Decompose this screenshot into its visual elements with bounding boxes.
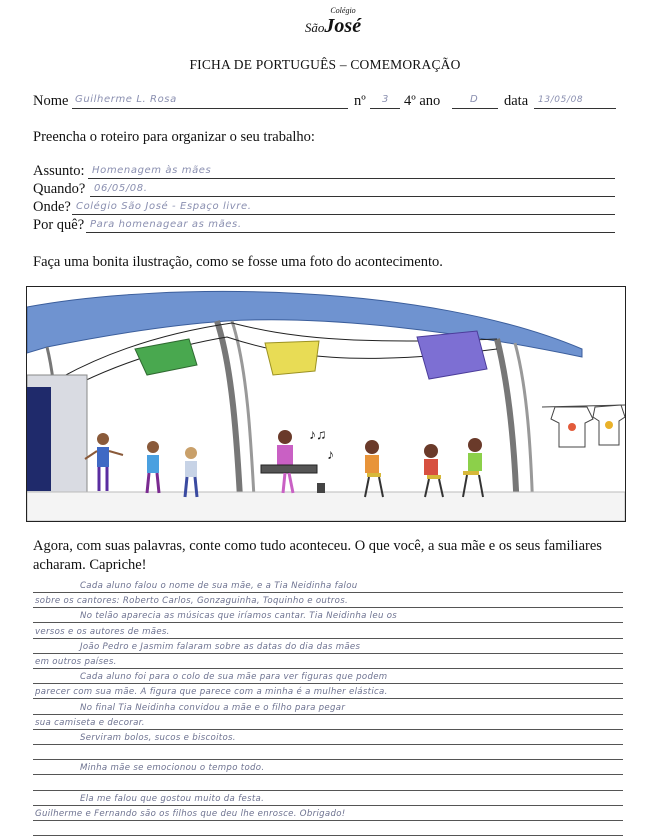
- onde-value: Colégio São José - Espaço livre.: [76, 201, 252, 212]
- writing-line: [33, 668, 623, 669]
- assunto-value: Homenagem às mães: [92, 165, 212, 176]
- writing-line: [33, 790, 623, 791]
- onde-line: [72, 214, 615, 215]
- seated-person: [424, 444, 443, 497]
- story-line-text: em outros países.: [35, 657, 117, 667]
- shirt-print: [568, 423, 576, 431]
- seated-person: [463, 438, 483, 497]
- assunto-label: Assunto:: [33, 163, 85, 179]
- name-value: Guilherme L. Rosa: [75, 94, 177, 105]
- writing-line: [33, 698, 623, 699]
- writing-line: [33, 805, 623, 806]
- story-line-text: Serviram bolos, sucos e biscoitos.: [80, 733, 236, 743]
- story-instruction: Agora, com suas palavras, conte como tudo aconteceu. O que você, a sua mãe e os seus familiares acharam. Capriche!: [33, 538, 602, 573]
- logo-jose: José: [324, 15, 362, 37]
- writing-line: [33, 744, 623, 745]
- writing-line: [33, 683, 623, 684]
- story-line-text: versos e os autores de mães.: [35, 626, 170, 637]
- dark-curtain: [27, 387, 51, 491]
- person: [185, 447, 197, 497]
- school-logo: [298, 6, 368, 40]
- number-value: 3: [382, 94, 389, 105]
- yellow-flag: [265, 341, 319, 375]
- quando-value: 06/05/08.: [94, 183, 148, 194]
- seated-person: [365, 440, 383, 497]
- story-line-text: Cada aluno foi para o colo de sua mãe para ver figuras que podem: [80, 672, 388, 683]
- assunto-line: [88, 178, 615, 179]
- writing-line: [33, 774, 623, 775]
- writing-line: [33, 622, 623, 623]
- story-line-text: parecer com sua mãe. A figura que parece com a minha é a mulher elástica.: [35, 687, 388, 698]
- writing-line: [33, 820, 623, 821]
- green-flag: [135, 339, 197, 375]
- roteiro-instruction: Preencha o roteiro para organizar o seu trabalho:: [33, 129, 315, 145]
- right-pillar: [497, 339, 517, 517]
- logo-small-text: Colégio: [330, 6, 356, 15]
- story-line-text: Ela me falou que gostou muito da festa.: [80, 793, 265, 804]
- stage-floor: [27, 492, 625, 521]
- writing-line: [33, 638, 623, 639]
- quando-label: Quando?: [33, 181, 86, 197]
- stage-drawing: [27, 287, 625, 521]
- story-line-text: sua camiseta e decorar.: [35, 717, 145, 728]
- illustration-frame: [26, 286, 626, 522]
- writing-line: [33, 835, 623, 836]
- date-line: [534, 108, 616, 109]
- writing-line: [33, 714, 623, 715]
- shirt-print: [605, 421, 613, 429]
- porque-value: Para homenagear as mães.: [90, 219, 242, 230]
- name-label: Nome: [33, 93, 69, 109]
- onde-label: Onde?: [33, 199, 71, 215]
- writing-line: [33, 592, 623, 593]
- writing-line: [33, 759, 623, 760]
- speaker: [317, 483, 325, 493]
- number-label: nº: [354, 93, 366, 109]
- story-line-text: Cada aluno falou o nome de sua mãe, e a Tia Neidinha falou: [80, 581, 358, 591]
- illustration-instruction: Faça uma bonita ilustração, como se fosse uma foto do acontecimento.: [33, 254, 443, 270]
- grade-label: 4º ano: [404, 93, 441, 109]
- logo-sao: São: [304, 20, 325, 35]
- quando-line: [90, 196, 615, 197]
- story-line-text: No final Tia Neidinha convidou a mãe e o filho para pegar: [80, 702, 346, 713]
- name-line: [72, 108, 348, 109]
- story-line-text: Guilherme e Fernando são os filhos que deu lhe enrosce. Obrigado!: [35, 809, 346, 819]
- writing-line: [33, 607, 623, 608]
- date-value: 13/05/08: [538, 95, 584, 105]
- story-line-text: No telão aparecia as músicas que iríamos cantar. Tia Neidinha leu os: [80, 611, 398, 622]
- music-note-icon: ♪♫: [309, 428, 327, 443]
- music-note-icon: ♪: [327, 448, 334, 463]
- story-line-text: sobre os cantores: Roberto Carlos, Gonzaguinha, Toquinho e outros.: [35, 596, 349, 607]
- grade-line: [452, 108, 498, 109]
- person: [147, 441, 159, 493]
- story-line-text: João Pedro e Jasmim falaram sobre as datas do dia das mães: [80, 641, 361, 652]
- purple-flag: [417, 331, 487, 379]
- porque-line: [86, 232, 615, 233]
- writing-line: [33, 653, 623, 654]
- worksheet-title: FICHA DE PORTUGUÊS – COMEMORAÇÃO: [189, 57, 461, 72]
- story-line-text: Minha mãe se emocionou o tempo todo.: [80, 763, 265, 774]
- grade-value: D: [470, 94, 479, 105]
- writing-line: [33, 729, 623, 730]
- porque-label: Por quê?: [33, 217, 85, 233]
- date-label: data: [504, 93, 529, 109]
- person: [85, 433, 123, 491]
- number-line: [370, 108, 400, 109]
- center-pillar: [217, 321, 241, 517]
